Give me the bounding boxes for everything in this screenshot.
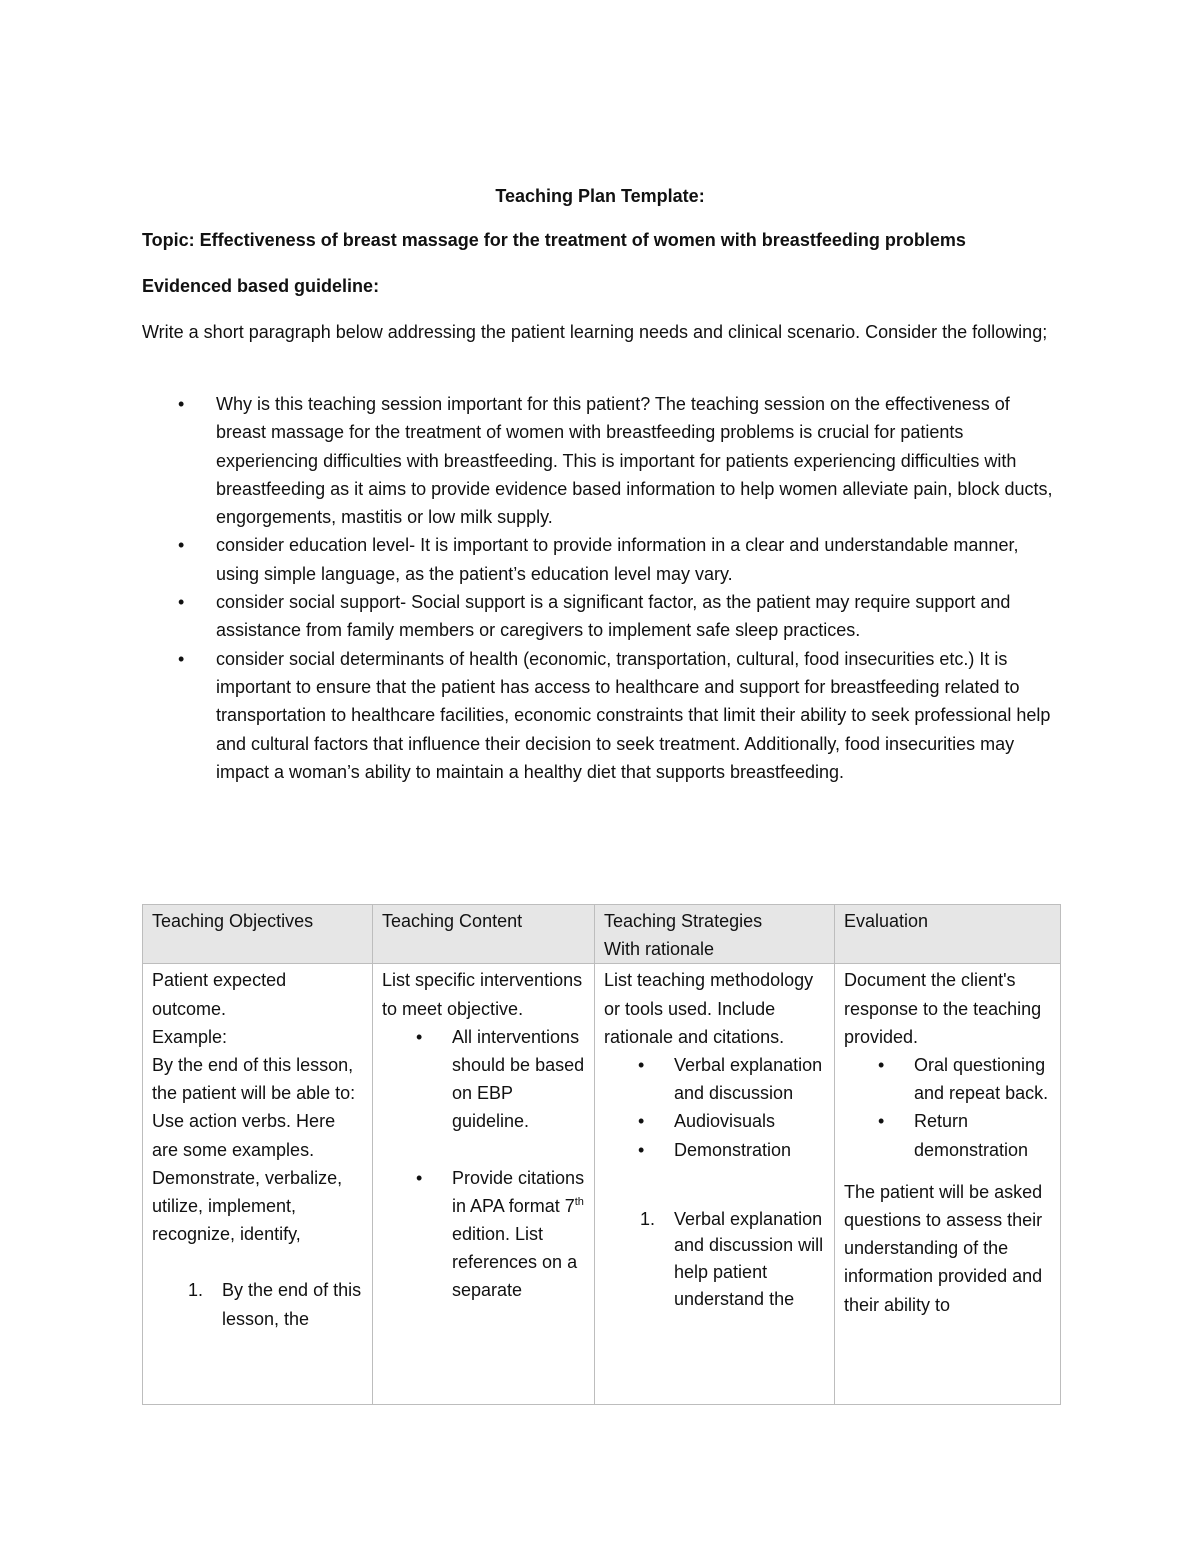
- topic-heading: Topic: Effectiveness of breast massage for the treatment of women with breastfeeding problems: [142, 230, 966, 250]
- bullet-icon: •: [178, 592, 185, 613]
- list-item: [604, 1136, 825, 1164]
- list-item-text: consider social support- Social support is a significant factor, as the patient may require support and assistance from family members or caregivers to implement safe sleep practices.: [216, 592, 1011, 641]
- list-item: [172, 390, 1062, 531]
- evaluation-cell: [835, 964, 1061, 1405]
- list-item: [172, 588, 1062, 645]
- bullet-icon: •: [416, 1167, 423, 1188]
- list-item-text: consider education level- It is important to provide information in a clear and understandable manner, using simple language, as the patient’s education level may vary.: [216, 535, 1019, 584]
- objectives-line: Example:: [152, 1026, 228, 1047]
- objectives-line: Use action verbs. Here are some examples. Demonstrate, verbalize, utilize, implement, recognize, identify,: [152, 1111, 343, 1245]
- list-item-text: Demonstration: [674, 1139, 792, 1160]
- bullet-icon: •: [178, 648, 185, 669]
- teaching-plan-table: [142, 904, 1061, 1405]
- intro-paragraph: Write a short paragraph below addressing the patient learning needs and clinical scenario. Consider the following;: [142, 322, 1048, 342]
- bullet-icon: •: [638, 1055, 645, 1076]
- bullet-icon: •: [178, 394, 185, 414]
- list-item: [172, 531, 1062, 588]
- objectives-numbered-list: [152, 1276, 363, 1332]
- bullet-icon: •: [878, 1111, 885, 1132]
- objectives-cell: [143, 964, 373, 1405]
- bullet-icon: •: [878, 1055, 885, 1076]
- list-item: [604, 1107, 825, 1135]
- evaluation-intro: Document the client's response to the teaching provided.: [844, 970, 1042, 1047]
- header-strategies-line1: Teaching Strategies: [604, 911, 763, 931]
- header-evaluation: Evaluation: [835, 905, 1061, 964]
- list-item-text: Audiovisuals: [674, 1111, 776, 1132]
- content-list: [382, 1023, 585, 1305]
- header-teaching-objectives: Teaching Objectives: [143, 905, 373, 964]
- bullet-icon: •: [178, 535, 185, 556]
- bullet-icon: •: [638, 1111, 645, 1132]
- objectives-line: By the end of this lesson, the patient will be able to:: [152, 1055, 356, 1104]
- list-item-text: Oral questioning and repeat back.: [914, 1055, 1049, 1104]
- strategies-intro: List teaching methodology or tools used. Include rationale and citations.: [604, 970, 814, 1047]
- list-item: [382, 1023, 585, 1136]
- list-item: [844, 1051, 1051, 1107]
- strategies-list: [604, 1051, 825, 1164]
- considerations-list: [172, 390, 1062, 786]
- bullet-icon: •: [416, 1026, 423, 1047]
- bullet-icon: •: [638, 1139, 645, 1160]
- evaluation-list: [844, 1051, 1051, 1164]
- evaluation-paragraph: The patient will be asked questions to assess their understanding of the information provided and their ability to: [844, 1181, 1043, 1315]
- list-item-text: All interventions should be based on EBP guideline.: [452, 1026, 585, 1132]
- content-cell: [373, 964, 595, 1405]
- list-item-text: Provide citations in APA format 7th edition. List references on a separate: [452, 1167, 585, 1301]
- list-item-text: Return demonstration: [914, 1111, 1029, 1160]
- header-teaching-content: Teaching Content: [373, 905, 595, 964]
- strategies-cell: [595, 964, 835, 1405]
- strategies-numbered-list: [604, 1206, 825, 1312]
- list-item: [382, 1164, 585, 1305]
- objectives-line: Patient expected outcome.: [152, 970, 287, 1019]
- table-header-row: [143, 905, 1061, 964]
- header-teaching-strategies: [595, 905, 835, 964]
- guideline-heading: Evidenced based guideline:: [142, 276, 380, 296]
- table-row: [143, 964, 1061, 1405]
- content-intro: List specific interventions to meet objective.: [382, 970, 583, 1019]
- list-item-text: Verbal explanation and discussion: [674, 1055, 823, 1104]
- list-item-text: Verbal explanation and discussion will help patient understand the: [674, 1208, 824, 1309]
- header-strategies-line2: With rationale: [604, 939, 715, 960]
- document-title: Teaching Plan Template:: [495, 186, 705, 206]
- list-item: [152, 1276, 363, 1332]
- list-item-text: By the end of this lesson, the: [222, 1280, 362, 1329]
- list-item: [604, 1206, 825, 1312]
- list-item: [604, 1051, 825, 1107]
- list-item: [844, 1107, 1051, 1163]
- list-item: [172, 645, 1062, 786]
- list-number: 1.: [640, 1208, 656, 1229]
- list-item-text: Why is this teaching session important for this patient? The teaching session on the effectiveness of breast massage for the treatment of women with breastfeeding problems is crucial for patients experiencing difficulties with breastfeeding. This is important for patients experiencing difficulties with breastfeeding as it aims to provide evidence based information to help women alleviate pain, block ducts, engorgements, mastitis or low milk supply.: [216, 394, 1053, 528]
- list-number: 1.: [188, 1280, 204, 1301]
- list-item-text: consider social determinants of health (economic, transportation, cultural, food insecurities etc.) It is important to ensure that the patient has access to healthcare and support for breastfeeding related to transportation to healthcare facilities, economic constraints that limit their ability to seek professional help and cultural factors that influence their decision to seek treatment. Additionally, food insecurities may impact a woman’s ability to maintain a healthy diet that supports breastfeeding.: [216, 648, 1051, 782]
